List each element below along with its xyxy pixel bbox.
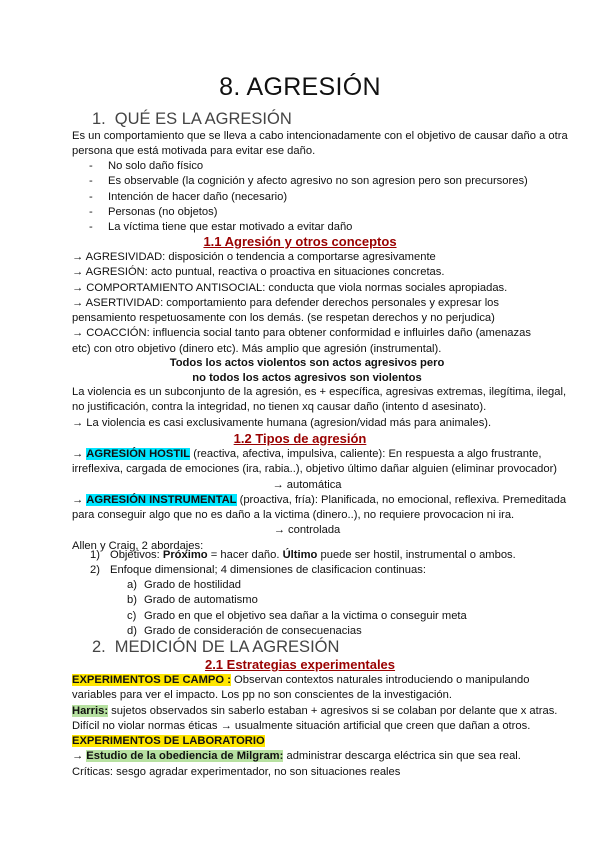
subsection-heading: 2.1 Estrategias experimentales: [204, 657, 396, 672]
text-line: pensamiento respetuosamente con los demás. (se respetan derechos y no perjudica): [72, 312, 495, 325]
text-line: Todos los actos violentos son actos agresivos pero: [169, 357, 445, 369]
text-line: [72, 749, 542, 764]
text-line: no todos los actos agresivos son violentos: [192, 372, 422, 385]
arrow: →: [72, 750, 87, 763]
text-line: → AGRESIÓN: acto puntual, reactiva o proactiva en situaciones concretas.: [72, 266, 445, 279]
list-number: 1): [90, 549, 100, 561]
text-fragment: Enfoque dimensional; 4 dimensiones de clasificacion continuas:: [110, 564, 426, 577]
text-line: Difícil no violar normas éticas → usualmente situación artificial que creen que dañan a otros.: [72, 719, 531, 732]
text-line: → COACCIÓN: influencia social tanto para obtener conformidad e influirles daño (amenazas: [72, 327, 531, 340]
highlight-hostil: AGRESIÓN HOSTIL: [86, 448, 191, 460]
text-line: → ASERTIVIDAD: comportamiento para defender derechos personales y expresar los: [72, 296, 499, 309]
list-item: [90, 563, 516, 578]
text-fragment: puede ser hostil, instrumental o ambos.: [317, 549, 516, 561]
section-number: 2.: [92, 638, 106, 656]
section-title: MEDICIÓN DE LA AGRESIÓN: [114, 638, 340, 656]
text-line: para conseguir algo que no es daño a la victima (dinero..), no requiere provocacion ni ira.: [72, 509, 515, 522]
arrow: →: [72, 493, 87, 506]
concepts-paragraph: [72, 250, 542, 357]
list-letter: d): [127, 624, 137, 637]
text-line: Críticas: sesgo agradar experimentador, no son situaciones reales: [72, 765, 401, 778]
list-item: [89, 174, 528, 189]
text-line: → controlada: [273, 524, 341, 537]
highlight-harris: Harris:: [72, 704, 109, 717]
text-line: [72, 734, 542, 749]
subsection-heading: 1.2 Tipos de agresión: [233, 431, 367, 446]
text-fragment: (proactiva, fría): Planificada, no emocional, reflexiva. Premeditada: [236, 493, 567, 506]
numbered-list: [90, 548, 516, 579]
text-fragment: = hacer daño.: [207, 549, 283, 561]
text-line: Allen y Craig, 2 abordajes:: [72, 539, 204, 552]
text-fragment: Objetivos:: [110, 549, 163, 561]
list-item-text: Personas (no objetos): [108, 205, 218, 218]
lettered-list: [127, 578, 467, 639]
list-letter: c): [127, 609, 137, 622]
experiments-paragraph: [72, 673, 558, 780]
list-item-text: Intención de hacer daño (necesario): [108, 190, 288, 203]
list-item-text: La víctima tiene que estar motivado a evitar daño: [108, 221, 353, 234]
text-line: [72, 673, 542, 688]
list-number: 2): [90, 564, 100, 577]
bold-term: Próximo: [162, 549, 208, 561]
highlight-milgram: Estudio de la obediencia de Milgram:: [86, 750, 284, 763]
section-heading-2: [92, 636, 339, 658]
bullet-marker: -: [89, 175, 93, 188]
text-line: → automática: [272, 478, 342, 491]
section-title: QUÉ ES LA AGRESIÓN: [114, 110, 292, 128]
text-line: [72, 447, 542, 462]
list-item: [89, 190, 528, 205]
list-item: [127, 609, 467, 624]
list-item-text: No solo daño físico: [108, 160, 204, 172]
page-title: 8. AGRESIÓN: [219, 73, 381, 101]
key-statement: [72, 356, 542, 387]
bullet-marker: -: [89, 160, 93, 172]
highlight-campo: EXPERIMENTOS DE CAMPO :: [72, 674, 231, 686]
text-fragment: Observan contextos naturales introduciendo o manipulando: [230, 674, 530, 686]
list-item-text: Grado de hostilidad: [144, 579, 242, 591]
text-line: no justificación, contra la integridad, no tienen xq causar daño (intento d asesinato).: [72, 401, 487, 414]
arrow: →: [72, 448, 87, 460]
text-line: etc) con otro objetivo (dinero etc). Más amplio que agresión (instrumental).: [72, 342, 442, 355]
intro-paragraph: [72, 129, 568, 160]
text-line: → La violencia es casi exclusivamente humana (agresion/vidad más para animales).: [72, 416, 492, 429]
types-paragraph: [72, 447, 567, 554]
text-fragment: (reactiva, afectiva, impulsiva, caliente): En respuesta a algo frustrante,: [190, 448, 542, 460]
highlight-laboratorio: EXPERIMENTOS DE LABORATORIO: [72, 735, 265, 748]
bullet-marker: -: [89, 190, 93, 203]
text-fragment: administrar descarga eléctrica sin que sea real.: [283, 750, 521, 763]
bullet-marker: -: [89, 205, 93, 218]
bullet-list: [89, 159, 528, 235]
text-line: persona que está motivada para evitar ese daño.: [72, 145, 316, 158]
list-item-text: Grado de automatismo: [144, 594, 258, 607]
text-line: Es un comportamiento que se lleva a cabo intencionadamente con el objetivo de causar daño a otra: [72, 130, 568, 142]
list-letter: a): [127, 579, 137, 591]
text-line: → COMPORTAMIENTO ANTISOCIAL: conducta que viola normas sociales apropiadas.: [72, 281, 508, 294]
highlight-instrumental: AGRESIÓN INSTRUMENTAL: [86, 493, 237, 506]
list-item: [90, 548, 516, 563]
text-line: [72, 704, 558, 719]
text-line: variables para ver el impacto. Los pp no son conscientes de la investigación.: [72, 689, 452, 702]
section-number: 1.: [92, 110, 106, 128]
list-item: [89, 205, 528, 220]
bullet-marker: -: [89, 221, 93, 234]
section-heading-1: [92, 108, 292, 130]
violence-paragraph: [72, 385, 567, 431]
text-line: La violencia es un subconjunto de la agresión, es + específica, agresivas extremas, ilegítima, ilegal,: [72, 386, 567, 398]
list-item: [89, 159, 528, 174]
list-item-text: Es observable (la cognición y afecto agresivo no son agresion pero son precursores): [108, 175, 528, 188]
list-item-text: Grado en que el objetivo sea dañar a la victima o conseguir meta: [144, 609, 467, 622]
text-line: → AGRESIVIDAD: disposición o tendencia a comportarse agresivamente: [72, 251, 436, 263]
subsection-heading: 1.1 Agresión y otros conceptos: [203, 234, 397, 249]
bold-term: Último: [282, 549, 318, 561]
list-item: [127, 593, 467, 608]
text-line: irreflexiva, cargada de emociones (ira, rabia..), objetivo último dañar alguien (eliminar provocador): [72, 463, 558, 476]
list-item-text: Grado de consideración de consecuenacias: [144, 624, 362, 637]
text-fragment: sujetos observados sin saberlo estaban + agresivos si se colaban por delante que x atras.: [108, 704, 558, 717]
list-item: [127, 578, 467, 593]
list-letter: b): [127, 594, 137, 607]
text-line: [72, 493, 567, 508]
